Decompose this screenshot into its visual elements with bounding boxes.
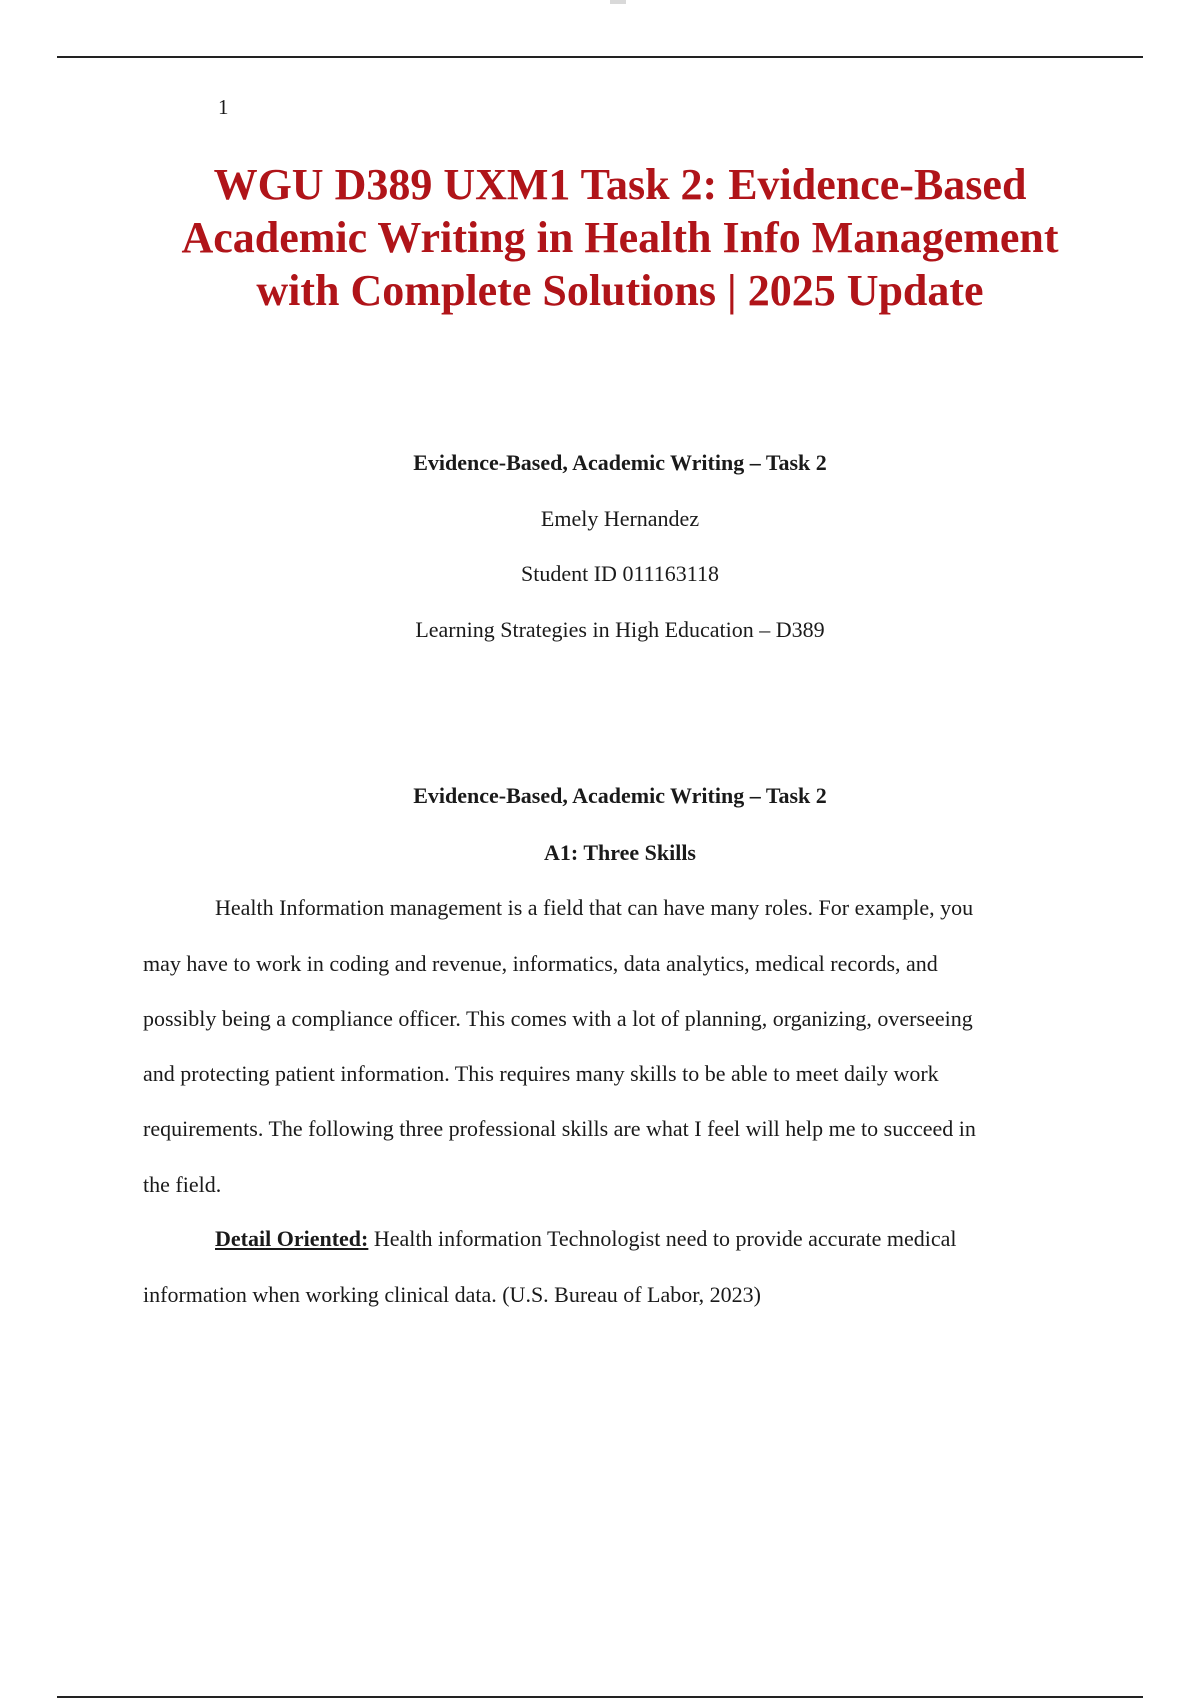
paragraph-line: the field. [143, 1172, 222, 1197]
paragraph-line: and protecting patient information. This requires many skills to be able to meet daily work [143, 1061, 939, 1086]
author-name: Emely Hernandez [540, 506, 700, 531]
page-number: 1 [218, 95, 229, 119]
skill-line-2: information when working clinical data. (U.S. Bureau of Labor, 2023) [143, 1282, 762, 1307]
bottom-rule [57, 1696, 1143, 1698]
skill-text: Health information Technologist need to provide accurate medical [368, 1226, 957, 1251]
skill-line-1 [215, 1226, 957, 1252]
paragraph-line: may have to work in coding and revenue, informatics, data analytics, medical records, and [143, 951, 938, 976]
title-line-3: with Complete Solutions | 2025 Update [256, 266, 984, 315]
body-paragraph [143, 895, 1143, 1205]
paragraph-line: possibly being a compliance officer. This comes with a lot of planning, organizing, overseeing [143, 1006, 973, 1031]
title-line-1: WGU D389 UXM1 Task 2: Evidence-Based [213, 160, 1027, 209]
top-edge-mark [610, 0, 626, 4]
document-title [100, 158, 1140, 317]
section-heading: Evidence-Based, Academic Writing – Task 2 [413, 783, 827, 808]
title-line-2: Academic Writing in Health Info Management [181, 213, 1059, 262]
student-id: Student ID 011163118 [521, 561, 719, 586]
paragraph-line: Health Information management is a field that can have many roles. For example, you [215, 895, 974, 920]
skill-term: Detail Oriented: [215, 1226, 369, 1251]
cover-heading: Evidence-Based, Academic Writing – Task 2 [413, 450, 827, 475]
course-name: Learning Strategies in High Education – D389 [415, 617, 825, 642]
paragraph-line: requirements. The following three professional skills are what I feel will help me to succeed in [143, 1116, 976, 1141]
skill-paragraph [143, 1226, 1143, 1316]
top-rule [57, 56, 1143, 58]
section-subheading: A1: Three Skills [544, 840, 696, 865]
